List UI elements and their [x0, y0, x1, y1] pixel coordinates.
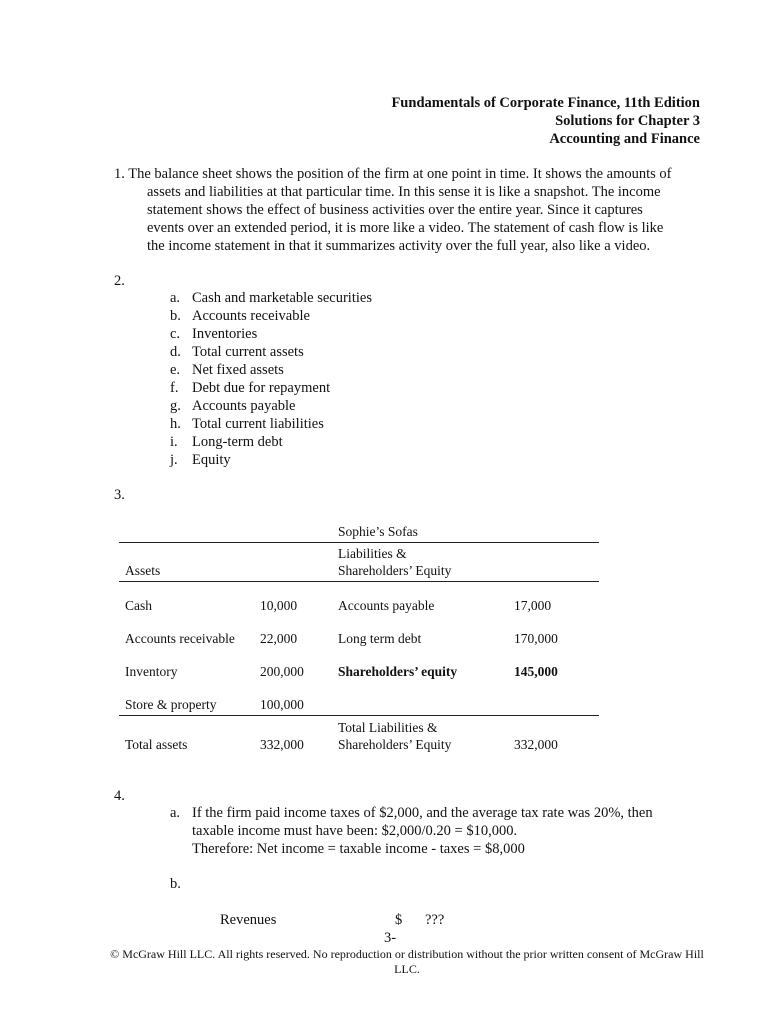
- page-number: 3-: [384, 930, 397, 946]
- liability-value: 145,000: [514, 664, 558, 679]
- asset-value: 22,000: [260, 631, 298, 646]
- balance-sheet-table: [119, 522, 599, 764]
- asset-value: 200,000: [260, 664, 304, 679]
- header-liabilities-line1: Liabilities &: [338, 546, 407, 561]
- asset-value: 10,000: [260, 598, 298, 613]
- list-item-text: Debt due for repayment: [192, 380, 331, 396]
- list-item-text: Cash and marketable securities: [192, 290, 372, 306]
- list-item: [170, 397, 372, 415]
- list-item-letter: d.: [170, 344, 181, 360]
- list-item-text: Total current liabilities: [192, 416, 324, 432]
- table-row: [119, 623, 599, 656]
- q1-line: events over an extended period, it is more like a video. The statement of cash flow is like: [147, 220, 664, 236]
- revenues-label: Revenues: [220, 912, 277, 928]
- list-item-text: Inventories: [192, 326, 258, 342]
- list-item-letter: j.: [170, 452, 178, 468]
- list-item-letter: h.: [170, 416, 181, 432]
- asset-label: Cash: [125, 598, 152, 613]
- question-4a: [170, 804, 653, 858]
- q4b-letter: b.: [170, 876, 181, 892]
- q1-line: 1. The balance sheet shows the position of the firm at one point in time. It shows the amounts of: [114, 166, 672, 182]
- list-item-text: Accounts receivable: [192, 308, 310, 324]
- liability-label: Long term debt: [338, 631, 422, 646]
- list-item: [170, 433, 372, 451]
- total-assets-value: 332,000: [260, 737, 304, 752]
- revenues-value: ???: [425, 912, 445, 928]
- chapter-title: Accounting and Finance: [549, 131, 700, 147]
- revenues-dollar: $: [395, 912, 403, 928]
- liability-label: Accounts payable: [338, 598, 435, 613]
- list-item: [170, 451, 372, 469]
- asset-value: 100,000: [260, 697, 304, 712]
- asset-label: Store & property: [125, 697, 217, 712]
- list-item: [170, 325, 372, 343]
- list-item: [170, 343, 372, 361]
- header-assets: Assets: [125, 563, 161, 578]
- list-item: [170, 361, 372, 379]
- list-item-letter: e.: [170, 362, 181, 378]
- total-liabilities-label-line1: Total Liabilities &: [338, 720, 438, 735]
- asset-label: Inventory: [125, 664, 178, 679]
- list-item-text: Total current assets: [192, 344, 304, 360]
- list-item-letter: a.: [170, 290, 181, 306]
- q4a-line: Therefore: Net income = taxable income - taxes = $8,000: [192, 841, 525, 857]
- question-2-number: 2.: [114, 273, 125, 289]
- list-item-letter: b.: [170, 308, 181, 324]
- liability-label: Shareholders’ equity: [338, 664, 458, 679]
- list-item: [170, 415, 372, 433]
- q4a-line: If the firm paid income taxes of $2,000, and the average tax rate was 20%, then: [192, 805, 653, 821]
- q4a-letter: a.: [170, 805, 181, 821]
- table-row: [119, 656, 599, 689]
- document-header: [391, 94, 700, 148]
- list-item-letter: i.: [170, 434, 178, 450]
- list-item-letter: f.: [170, 380, 179, 396]
- question-4-number: 4.: [114, 788, 125, 804]
- total-assets-label: Total assets: [125, 737, 188, 752]
- list-item-letter: g.: [170, 398, 181, 414]
- header-liabilities-line2: Shareholders’ Equity: [338, 563, 452, 578]
- q1-line: the income statement in that it summarizes activity over the full year, also like a video.: [147, 238, 651, 254]
- table-total-row: [119, 716, 599, 764]
- list-item-letter: c.: [170, 326, 181, 342]
- table-row: [119, 590, 599, 623]
- book-title: Fundamentals of Corporate Finance, 11th Edition: [391, 95, 700, 111]
- copyright-footer: © McGraw Hill LLC. All rights reserved. No reproduction or distribution without the prior written consent of McGraw Hill LLC.: [110, 947, 704, 976]
- q1-line: statement shows the effect of business activities over the entire year. Since it captures: [147, 202, 643, 218]
- table-rule: [119, 581, 599, 582]
- list-item-text: Net fixed assets: [192, 362, 284, 378]
- solutions-chapter: Solutions for Chapter 3: [555, 113, 700, 129]
- question-2-list: [170, 289, 372, 469]
- liability-value: 17,000: [514, 598, 552, 613]
- list-item: [170, 289, 372, 307]
- q1-line: assets and liabilities at that particular time. In this sense it is like a snapshot. The income: [147, 184, 661, 200]
- liability-value: 170,000: [514, 631, 558, 646]
- table-row: [119, 689, 599, 715]
- question-1-answer: [114, 165, 704, 255]
- table-title: Sophie’s Sofas: [338, 524, 418, 539]
- list-item-text: Accounts payable: [192, 398, 296, 414]
- total-liabilities-label-line2: Shareholders’ Equity: [338, 737, 452, 752]
- list-item-text: Equity: [192, 452, 231, 468]
- list-item: [170, 307, 372, 325]
- total-liabilities-value: 332,000: [514, 737, 558, 752]
- list-item: [170, 379, 372, 397]
- q4a-line: taxable income must have been: $2,000/0.20 = $10,000.: [192, 823, 518, 839]
- asset-label: Accounts receivable: [125, 631, 235, 646]
- question-3-number: 3.: [114, 487, 125, 503]
- table-header-row: [119, 543, 599, 581]
- list-item-text: Long-term debt: [192, 434, 283, 450]
